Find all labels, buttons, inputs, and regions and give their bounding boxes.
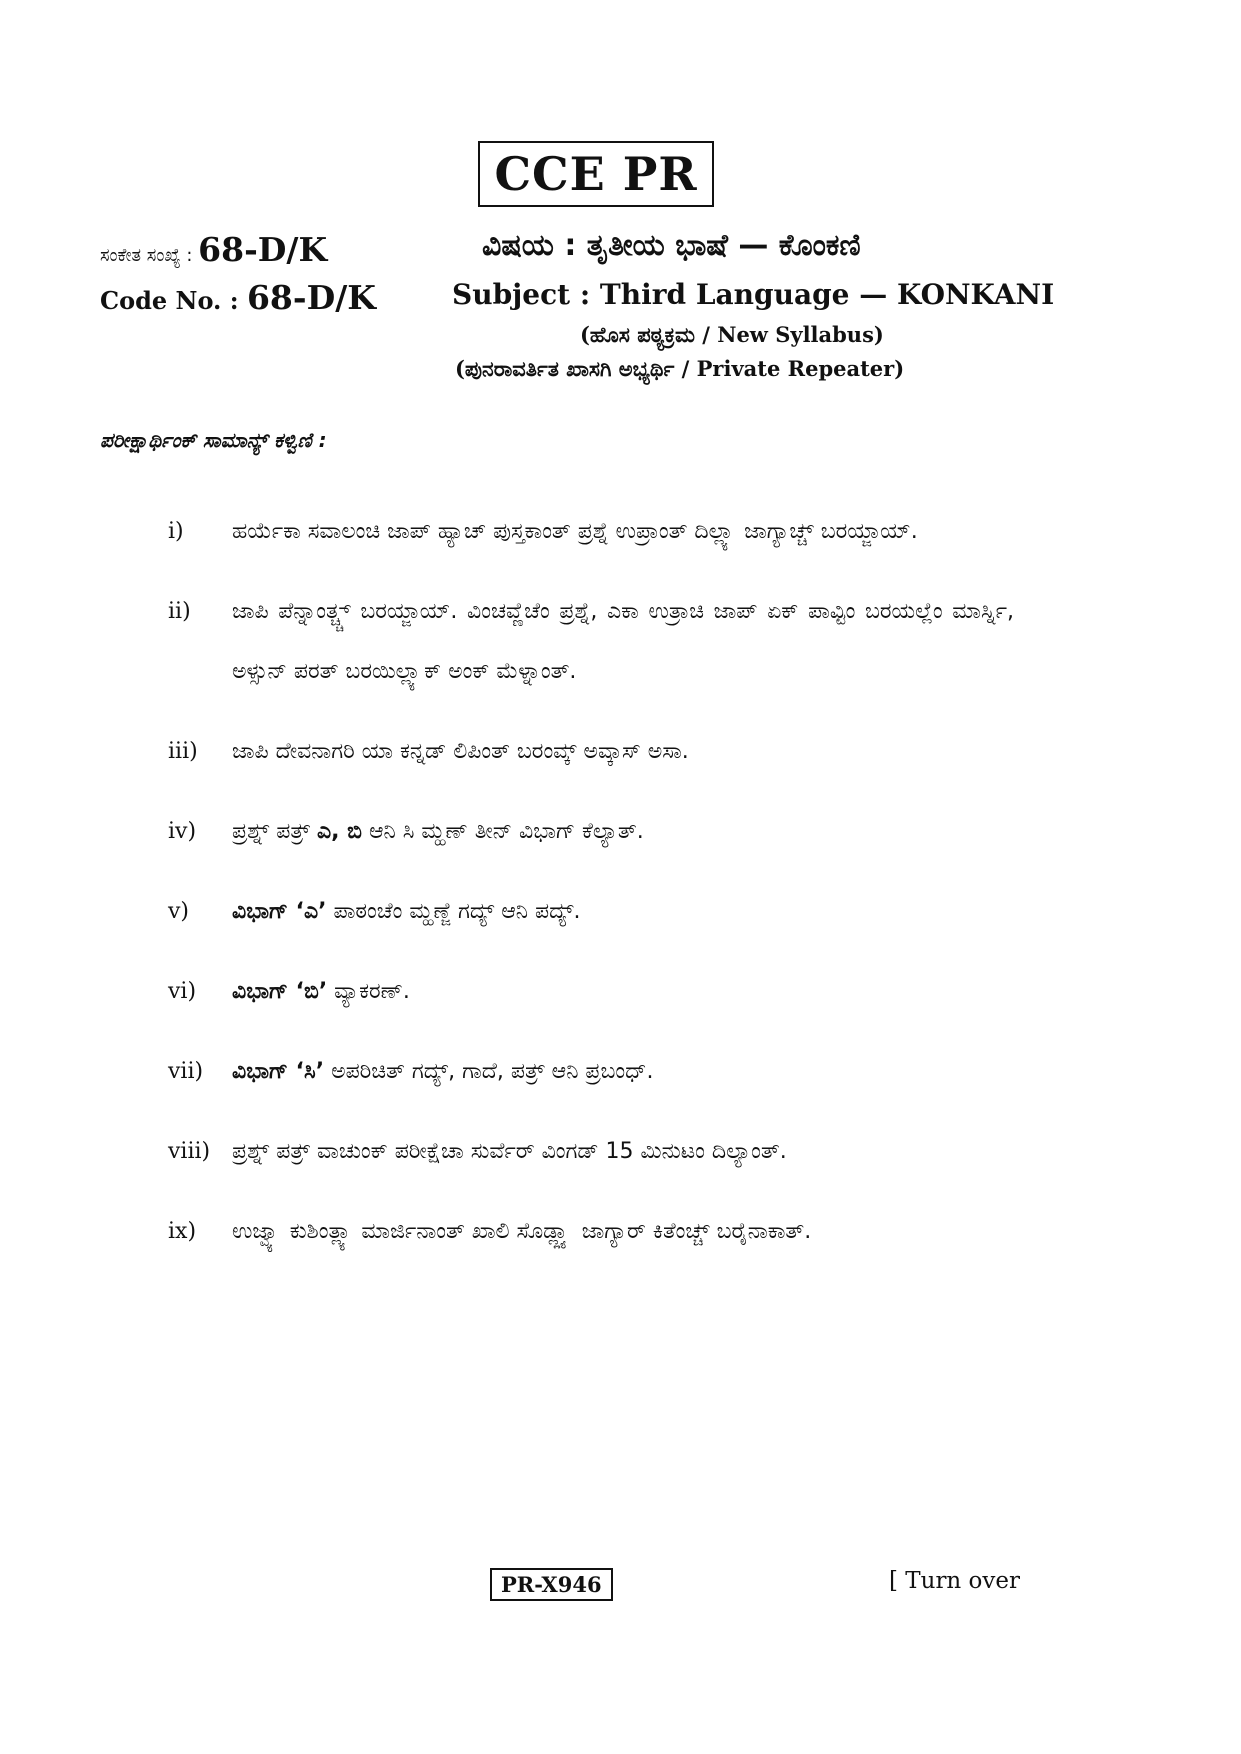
instruction-text-bold: ವಿಭಾಗ್ ‘ಎ’ (232, 899, 327, 924)
instructions-list (168, 502, 1014, 1282)
instruction-text: ಹರ್ಯೆಕಾ ಸವಾಲಂಚಿ ಜಾಪ್ ಹ್ಯಾಚ್ ಪುಸ್ತಕಾಂತ್ ಪ್ರಶ್ನೆ ಉಪ್ರಾಂತ್ ದಿಲ್ಲ್ಯಾ ಜಾಗ್ಯಾಚ್ಚ್ ಬರಯ್ಜಾಯ್. (232, 519, 918, 544)
instruction-item (168, 722, 1014, 782)
paper-code-box (490, 1568, 613, 1601)
instruction-item (168, 882, 1014, 942)
instruction-text: ಉಜ್ವ್ಯಾ ಕುಶಿಂತ್ಲ್ಯಾ ಮಾರ್ಜಿನಾಂತ್ ಖಾಲಿ ಸೊಡ್ಲ್ಲ್ಯಾ ಜಾಗ್ಯಾರ್ ಕಿತೆಂಚ್ಚ್ ಬರೈನಾಕಾತ್. (232, 1219, 812, 1244)
instruction-text-wrap (232, 802, 1014, 862)
instruction-text: ವ್ಯಾಕರಣ್. (327, 979, 410, 1004)
instruction-text-prefix: ಪ್ರಶ್ನ್ ಪತ್ರ್ (232, 819, 318, 844)
code-value-english: 68-D/K (246, 278, 376, 317)
code-number-english (100, 278, 376, 317)
instruction-item (168, 1122, 1014, 1182)
private-repeater-note: (ಪುನರಾವರ್ತಿತ ಖಾಸಗಿ ಅಭ್ಯರ್ಥಿ / Private Repeater) (455, 356, 905, 381)
instruction-number: iv) (168, 819, 197, 844)
instruction-number: v) (168, 899, 190, 924)
instruction-item (168, 582, 1014, 702)
instruction-number: ii) (168, 599, 191, 624)
instruction-number: vi) (168, 979, 197, 1004)
instruction-text: ಜಾಪಿ ದೇವನಾಗರಿ ಯಾ ಕನ್ನಡ್ ಲಿಪಿಂತ್ ಬರಂವ್ಕ್ ಅವ್ಕಾಸ್ ಅಸಾ. (232, 739, 689, 764)
instruction-text: ಜಾಪಿ ಪೆನ್ನಾಂತ್ಚ್ಚ್ ಬರಯ್ಜಾಯ್. ವಿಂಚವ್ಣೆಚೆಂ ಪ್ರಶ್ನೆ, ಎಕಾ ಉತ್ರಾಚಿ ಜಾಪ್ ಏಕ್ ಪಾವ್ಟಿಂ ಬರಯಲ್ಲೆಂ ಮಾರ್ಸ್ನಿ, ಅಳ್ಸುನ್ ಪರತ್ ಬರಯಿಲ್ಲ್ಯಾಕ್ ಅಂಕ್ ಮೆಳ್ನಾಂತ್. (232, 599, 1014, 684)
instruction-text: ಪಾಠಂಚೆಂ ಮ್ಹಣ್ಜೆ ಗದ್ಯ್ ಆನಿ ಪದ್ಯ್. (326, 899, 581, 924)
paper-code: PR-X946 (501, 1572, 602, 1597)
instruction-number: vii) (168, 1059, 204, 1084)
instruction-item (168, 1202, 1014, 1262)
instruction-text: ಆನಿ ಸಿ ಮ್ಹಣ್ ತೀನ್ ವಿಭಾಗ್ ಕೆಲ್ಯಾತ್. (361, 819, 644, 844)
turn-over-note: [ Turn over (889, 1568, 1021, 1594)
exam-title: CCE PR (494, 147, 698, 201)
instruction-item (168, 502, 1014, 562)
instruction-number: i) (168, 519, 184, 544)
instruction-item (168, 962, 1014, 1022)
instruction-text: ಪ್ರಶ್ನ್ ಪತ್ರ್ ವಾಚುಂಕ್ ಪರೀಕ್ಷೆಚಾ ಸುರ್ವೆರ್ ವಿಂಗಡ್ 15 ಮಿನುಟಂ ದಿಲ್ಯಾಂತ್. (232, 1139, 787, 1164)
code-label-kannada: ಸಂಕೇತ ಸಂಖ್ಯೆ : (100, 245, 193, 266)
instruction-text: ಅಪರಿಚಿತ್ ಗದ್ಯ್, ಗಾದೆ, ಪತ್ರ್ ಆನಿ ಪ್ರಬಂಧ್. (324, 1059, 654, 1084)
code-number-kannada (100, 230, 327, 269)
instruction-text-bold: ಎ, ಬಿ (317, 819, 362, 844)
instructions-heading: ಪರೀಕ್ಷಾರ್ಥಿಂಕ್ ಸಾಮಾನ್ಯ್ ಕಳ್ವಿಣಿ : (100, 428, 327, 452)
instruction-number: viii) (168, 1139, 211, 1164)
instruction-text-wrap (232, 882, 1014, 942)
instruction-item (168, 802, 1014, 862)
instruction-number: ix) (168, 1219, 197, 1244)
code-label-english: Code No. : (100, 286, 239, 315)
instruction-text-bold: ವಿಭಾಗ್ ‘ಸಿ’ (232, 1059, 325, 1084)
instruction-item (168, 1042, 1014, 1102)
instruction-number: iii) (168, 739, 198, 764)
exam-title-box (478, 141, 714, 207)
subject-kannada: ವಿಷಯ : ತೃತೀಯ ಭಾಷೆ — ಕೊಂಕಣಿ (482, 228, 861, 263)
subject-english: Subject : Third Language — KONKANI (452, 278, 1055, 311)
syllabus-note: (ಹೊಸ ಪಠ್ಯಕ್ರಮ / New Syllabus) (580, 322, 884, 347)
instruction-text-wrap (232, 962, 1014, 1022)
code-value-kannada: 68-D/K (198, 230, 328, 269)
instruction-text-wrap (232, 1042, 1014, 1102)
instruction-text-bold: ವಿಭಾಗ್ ‘ಬಿ’ (232, 979, 328, 1004)
